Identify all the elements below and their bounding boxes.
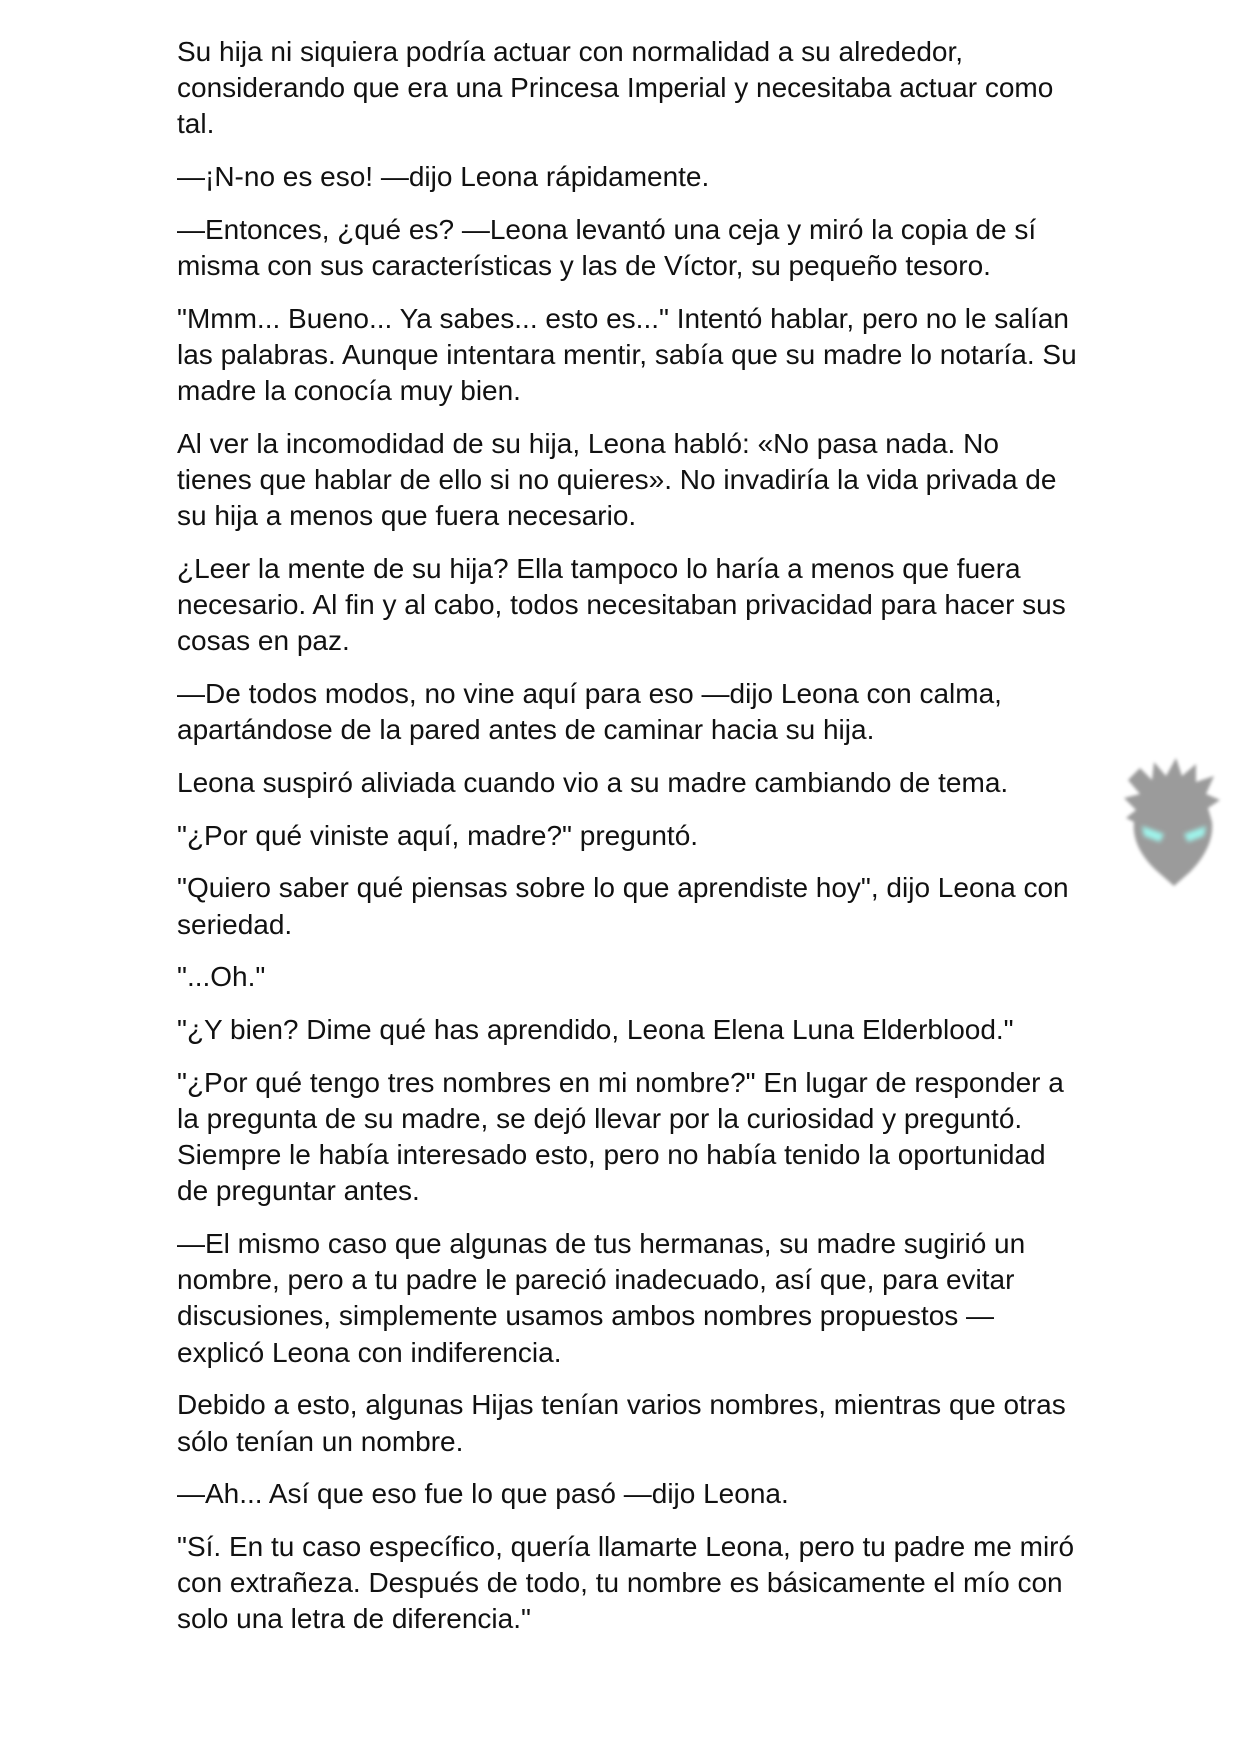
paragraph: —¡N-no es eso! —dijo Leona rápidamente. bbox=[177, 161, 710, 193]
paragraph: ¿Leer la mente de su hija? Ella tampoco lo haría a menos que fuera necesario. Al fin y al cabo, todos necesitaban privacidad para hacer sus cosas en paz. bbox=[177, 552, 1066, 657]
paragraph: —De todos modos, no vine aquí para eso —dijo Leona con calma, apartándose de la pared antes de caminar hacia su hija. bbox=[177, 678, 1002, 746]
paragraph: "¿Y bien? Dime qué has aprendido, Leona Elena Luna Elderblood." bbox=[177, 1013, 1014, 1045]
paragraph: "...Oh." bbox=[177, 961, 266, 993]
paragraph: Su hija ni siquiera podría actuar con normalidad a su alrededor, considerando que era una Princesa Imperial y necesitaba actuar como tal. bbox=[177, 36, 1054, 140]
document-body bbox=[177, 34, 1077, 1654]
paragraph: "Quiero saber qué piensas sobre lo que aprendiste hoy", dijo Leona con seriedad. bbox=[177, 872, 1069, 940]
paragraph: —Entonces, ¿qué es? —Leona levantó una ceja y miró la copia de sí misma con sus características y las de Víctor, su pequeño tesoro. bbox=[177, 213, 1037, 282]
demon-head-icon bbox=[1120, 756, 1228, 890]
paragraph: "Mmm... Bueno... Ya sabes... esto es..." Intentó hablar, pero no le salían las palabras. Aunque intentara mentir, sabía que su madre lo notaría. Su madre la conocía muy bien. bbox=[177, 302, 1077, 407]
paragraph: "Sí. En tu caso específico, quería llamarte Leona, pero tu padre me miró con extrañeza. Después de todo, tu nombre es básicamente el mío con solo una letra de diferencia." bbox=[177, 1530, 1075, 1635]
paragraph: Al ver la incomodidad de su hija, Leona habló: «No pasa nada. No tienes que hablar de ello si no quieres». No invadiría la vida privada de su hija a menos que fuera necesario. bbox=[177, 427, 1057, 532]
paragraph: Leona suspiró aliviada cuando vio a su madre cambiando de tema. bbox=[177, 766, 1009, 798]
paragraph: "¿Por qué tengo tres nombres en mi nombre?" En lugar de responder a la pregunta de su madre, se dejó llevar por la curiosidad y preguntó. Siempre le había interesado esto, pero no había tenido la oportunidad de preguntar antes. bbox=[177, 1066, 1064, 1207]
paragraph: "¿Por qué viniste aquí, madre?" preguntó. bbox=[177, 819, 699, 851]
paragraph: —Ah... Así que eso fue lo que pasó —dijo Leona. bbox=[177, 1478, 789, 1510]
paragraph: —El mismo caso que algunas de tus hermanas, su madre sugirió un nombre, pero a tu padre le pareció inadecuado, así que, para evitar discusiones, simplemente usamos ambos nombres propuestos —explicó Leona con indiferencia. bbox=[177, 1227, 1026, 1368]
paragraph: Debido a esto, algunas Hijas tenían varios nombres, mientras que otras sólo tenían un nombre. bbox=[177, 1389, 1066, 1457]
